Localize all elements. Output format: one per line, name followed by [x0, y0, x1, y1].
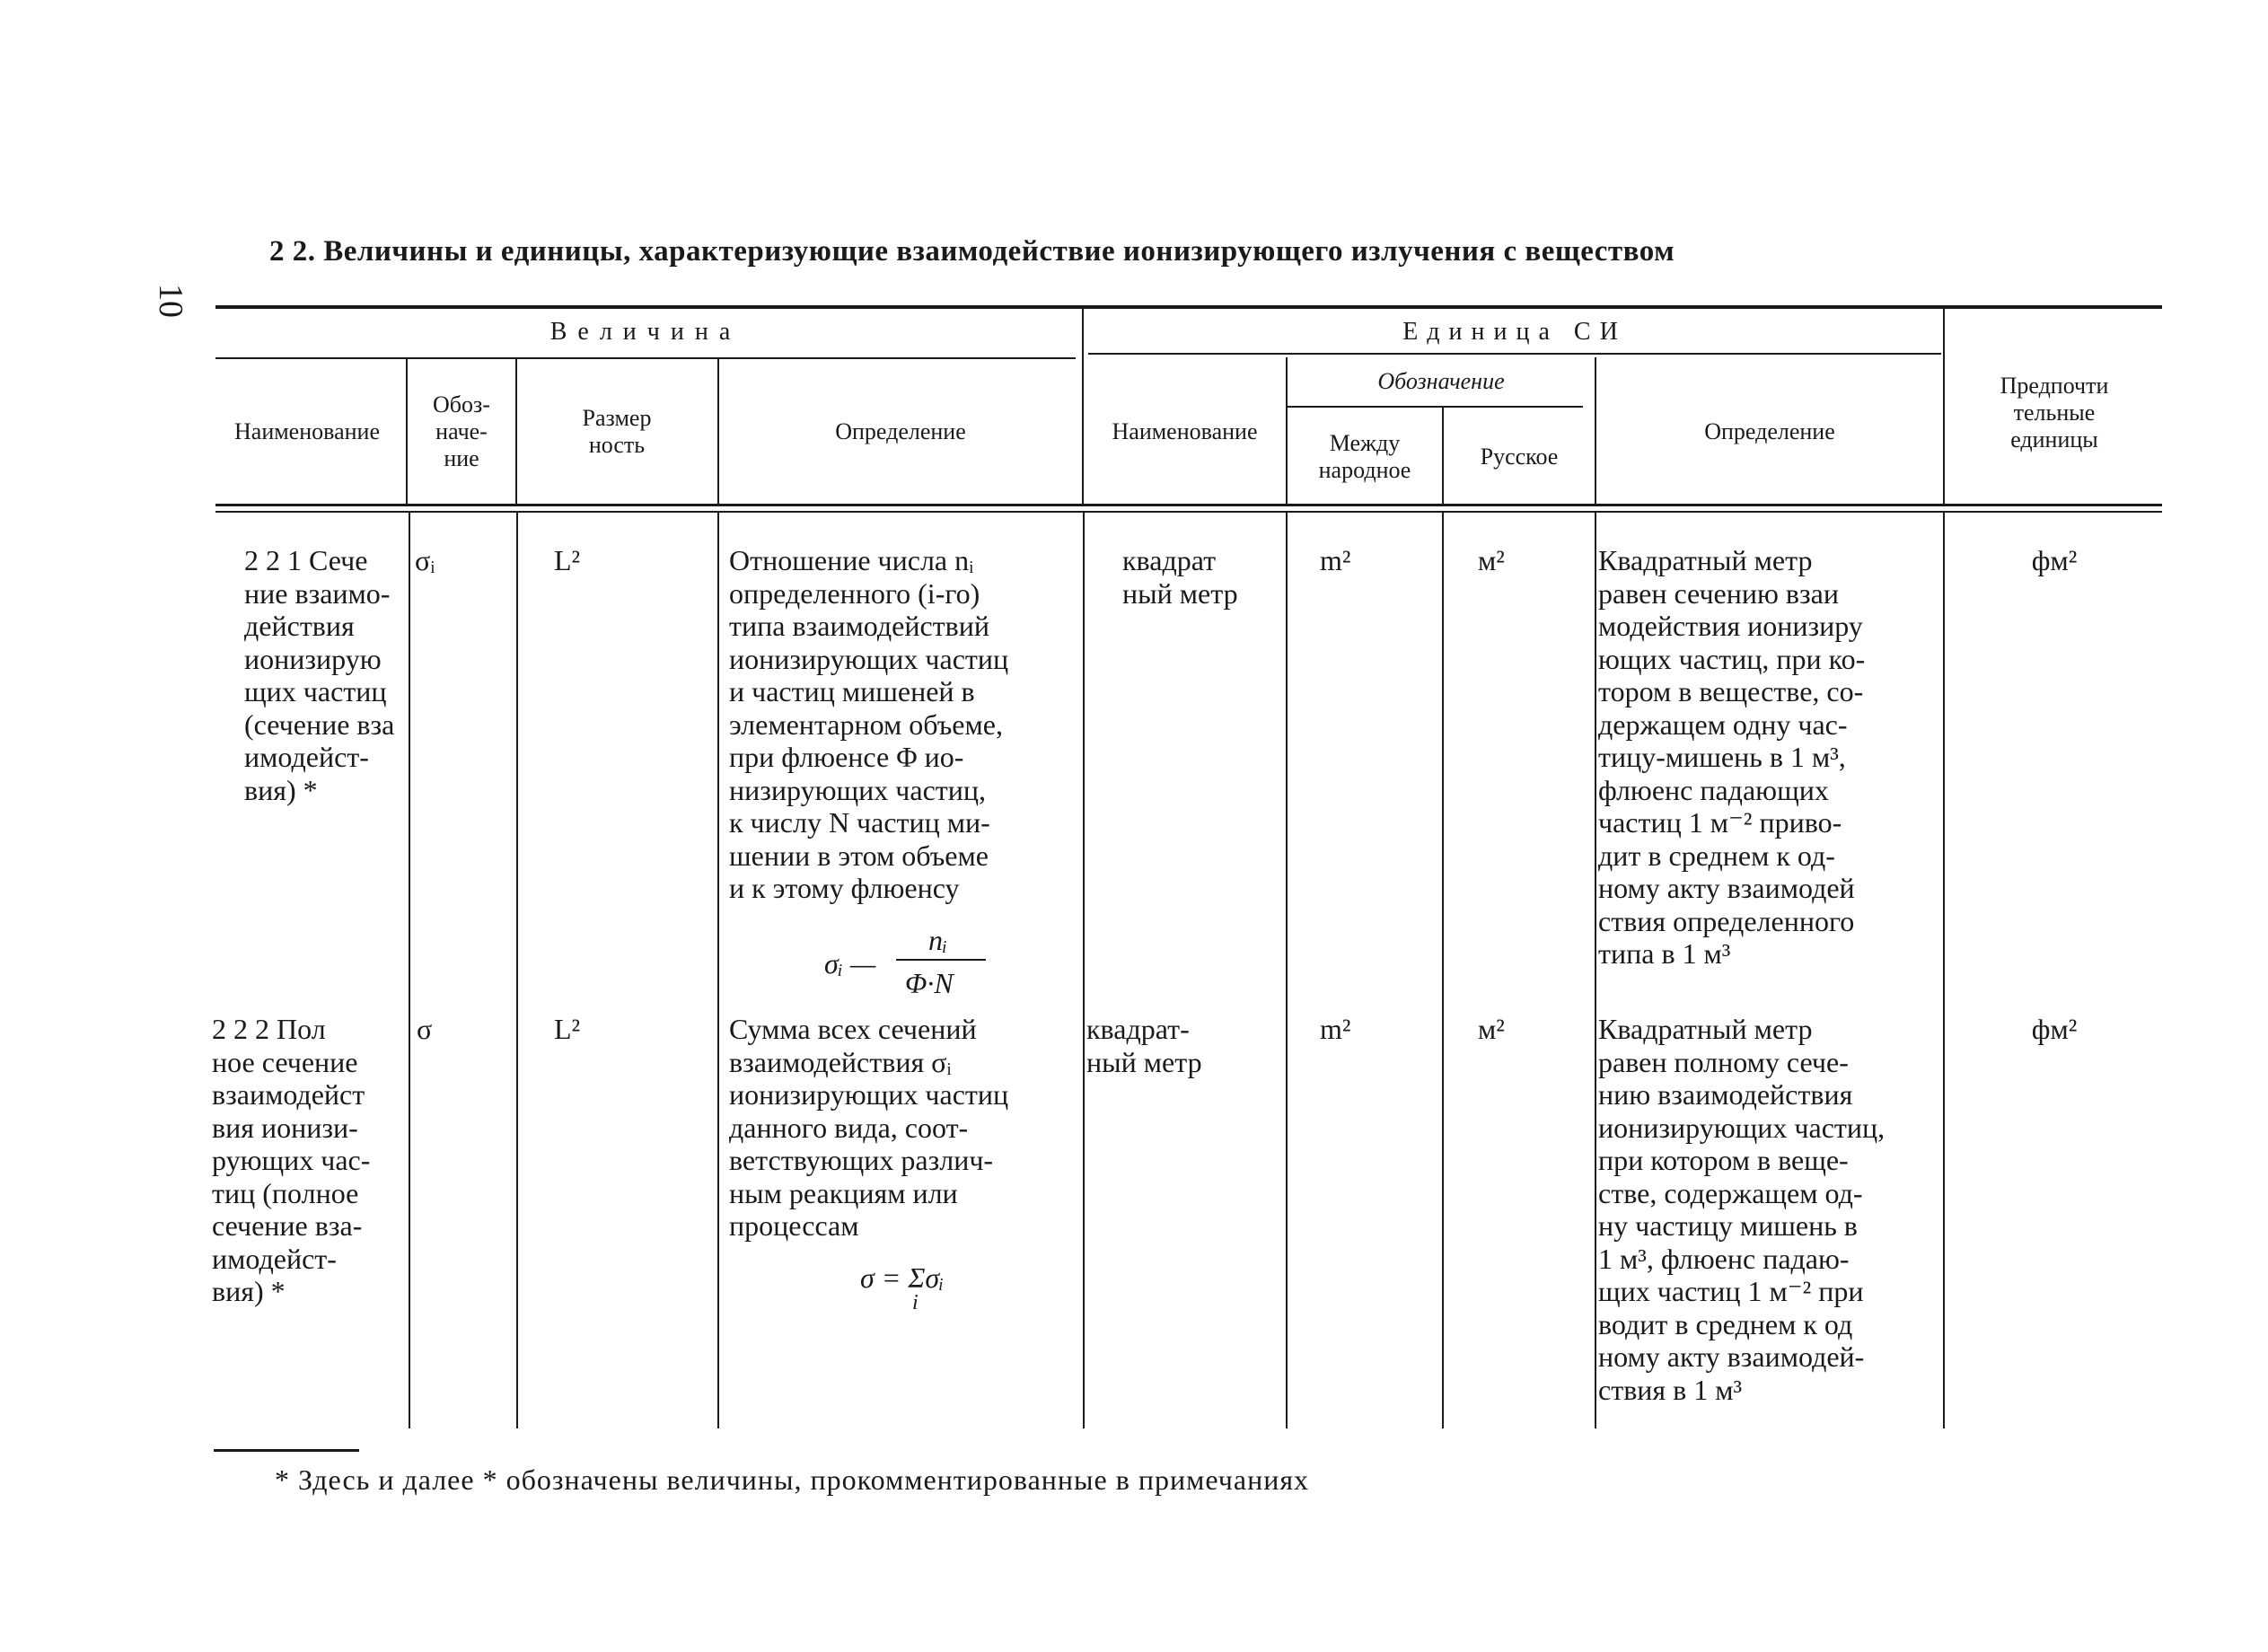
body-col-divider	[717, 513, 719, 1428]
header-quantity-dimension: Размер ность	[582, 404, 652, 458]
body-col-divider	[409, 513, 410, 1428]
row1-quantity-dimension: L²	[554, 544, 581, 576]
header-quantity-name: Наименование	[234, 417, 380, 444]
header-col-divider	[1943, 309, 1945, 504]
table-title: 2 2. Величины и единицы, характеризующие взаимодействие ионизирующего излучения с веществом	[269, 235, 1675, 268]
row1-formula-lhs: σᵢ —	[824, 947, 876, 980]
row2-unit-russian: м²	[1478, 1013, 1505, 1045]
header-unit-russian: Русское	[1480, 443, 1559, 470]
row2-unit-definition: Квадратный метр равен полному сече- нию взаимодействия ионизирующих частиц, при котором в веще- стве, содержащем од- ну частицу мишень в 1 м³, флюенс падаю- щих частиц 1 м⁻² при водит в среднем к од ному акту взаимодей- ствия в 1 м³	[1598, 1013, 1886, 1406]
row1-formula-fraction-bar	[896, 959, 986, 961]
header-unit-designation: Обозначение	[1377, 368, 1505, 394]
row2-quantity-dimension: L²	[554, 1013, 581, 1045]
row2-quantity-name: 2 2 2 Пол ное сечение взаимодейст вия ионизи- рующих час- тиц (полное сечение вза- имодейст- вия) *	[212, 1013, 371, 1307]
header-quantity-definition: Определение	[835, 417, 966, 444]
header-bottom-rule-1	[215, 504, 2162, 506]
row1-formula-numerator: nᵢ	[928, 924, 948, 956]
footnote: * Здесь и далее * обозначены величины, прокомментированные в примечаниях	[275, 1463, 1310, 1496]
header-unit-name: Наименование	[1112, 417, 1258, 444]
row1-quantity-symbol: σᵢ	[415, 544, 435, 576]
header-unit-international: Между народное	[1318, 429, 1411, 483]
row1-quantity-name: 2 2 1 Сече ние взаимо- действия ионизирую щих частиц (сечение вза имодейст- вия) *	[244, 544, 395, 806]
body-col-divider	[1595, 513, 1596, 1428]
header-bottom-rule-2	[215, 511, 2162, 513]
body-col-divider	[1286, 513, 1288, 1428]
body-col-divider	[1442, 513, 1444, 1428]
header-quantity-symbol: Обоз- наче- ние	[433, 391, 490, 471]
row2-quantity-symbol: σ	[417, 1013, 433, 1045]
row2-preferred-unit: фм²	[2031, 1013, 2078, 1045]
header-si-unit-label: Единица СИ	[1402, 318, 1627, 346]
body-col-divider	[1083, 513, 1085, 1428]
header-si-unit-group	[1088, 312, 1941, 352]
row2-unit-international: m²	[1320, 1013, 1351, 1045]
page-number: 10	[152, 284, 189, 318]
row2-unit-name: квадрат- ный метр	[1086, 1013, 1202, 1078]
row1-unit-russian: м²	[1478, 544, 1505, 576]
row1-quantity-definition: Отношение числа nᵢ определенного (i-го) типа взаимодействий ионизирующих частиц и частиц мишеней в элементарном объеме, при флюенсе Φ ио- низирующих частиц, к числу N частиц ми- шении в этом объеме и к этому флюенсу	[729, 544, 1009, 904]
body-col-divider	[516, 513, 518, 1428]
row1-unit-definition: Квадратный метр равен сечению взаи модействия ионизиру ющих частиц, при ко- тором в веществе, со- держащем одну час- тицу-мишень в 1 м³, флюенс падающих частиц 1 м⁻² приво- дит в среднем к од- ному акту взаимодей ствия определенного типа в 1 м³	[1598, 544, 1866, 970]
row2-formula-subscript: i	[912, 1291, 919, 1314]
group-header-rule-right	[1088, 353, 1941, 355]
row1-unit-international: m²	[1320, 544, 1351, 576]
header-quantity-group: Величина	[549, 318, 742, 346]
row2-quantity-definition: Сумма всех сечений взаимодействия σᵢ ионизирующих частиц данного вида, соот- ветствующих различ- ным реакциям или процессам	[729, 1013, 1009, 1242]
designation-rule	[1287, 406, 1583, 408]
footnote-separator	[214, 1449, 359, 1452]
row1-unit-name: квадрат ный метр	[1122, 544, 1238, 610]
header-preferred-units: Предпочти тельные единицы	[2000, 373, 2109, 453]
header-unit-definition: Определение	[1704, 417, 1835, 444]
row1-formula-denominator: Φ·N	[905, 967, 954, 999]
row2-formula: σ = Σσᵢ	[860, 1261, 945, 1294]
row1-preferred-unit: фм²	[2031, 544, 2078, 576]
table-top-rule	[215, 305, 2162, 309]
